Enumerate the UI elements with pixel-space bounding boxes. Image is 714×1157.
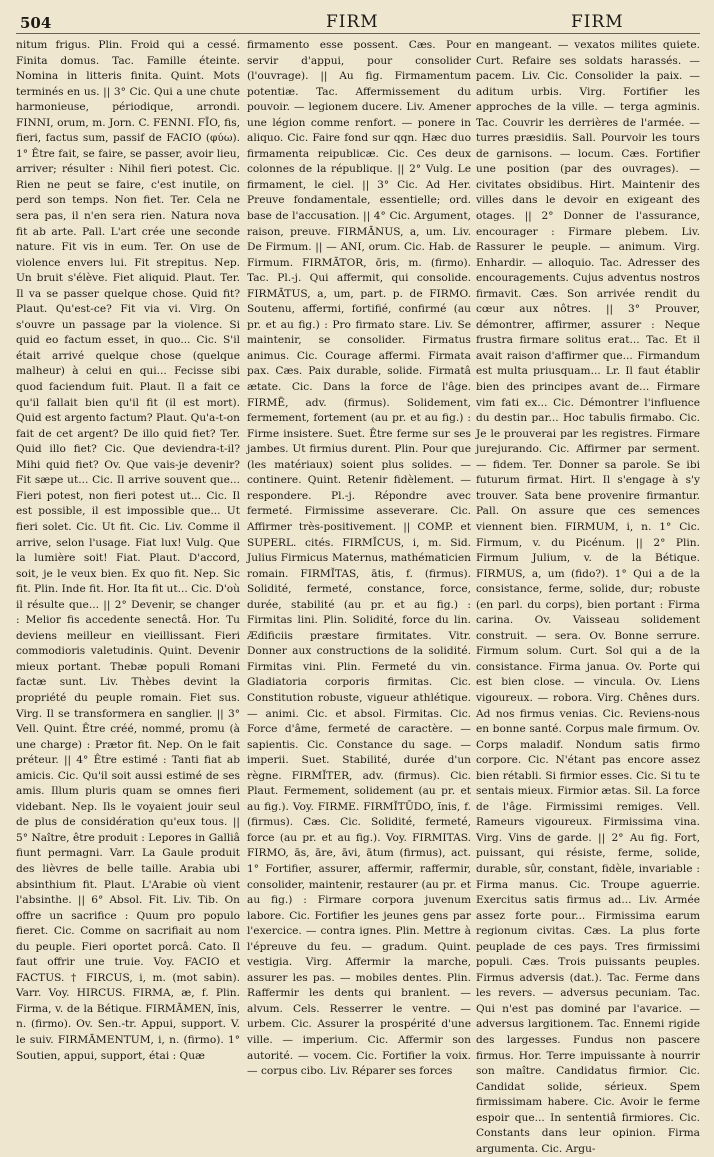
running-head-right: FIRM bbox=[571, 12, 624, 32]
column-right bbox=[476, 38, 700, 1155]
page-number: 504 bbox=[20, 14, 52, 32]
column-middle bbox=[247, 38, 471, 1080]
column-text: nitum frigus. Plin. Froid qui a cessé. Finita domus. Tac. Famille éteinte. Nomina in litteris finita. Quint. Mots terminés en us. || 3° Cic. Qui a une chute harmonieuse, périodique, arrondi. FINNI, orum, m. Jorn. C. FENNI. FĪO, fis, fieri, factus sum, passif de FACIO (φύω). 1° Être fait, se faire, se passer, avoir lieu, arriver; résulter : Nihil fieri potest. Cic. Rien ne peut se faire, c'est inutile, on perd son temps. Non fiet. Ter. Cela ne sera pas, il n'en sera rien. Natura nova fit ab arte. Pall. L'art crée une seconde nature. Fit vis in eum. Ter. On use de violence envers lui. Fit strepitus. Nep. Un bruit s'élève. Fiet aliquid. Plaut. Ter. Il va se passer quelque chose. Quid fit? Plaut. Qu'est-ce? Fit via vi. Virg. On s'ouvre un passage par la violence. Si quid eo factum esset, in quo... Cic. S'il était arrivé quelque chose (quelque malheur) à celui en qui... Fecisse sibi quod faciendum fuit. Plaut. Il a fait ce qu'il fallait bien qu'il fit (il est mort). Quid est argento factum? Plaut. Qu'a-t-on fait de cet argent? De illo quid fiet? Ter. Quid illo fiet? Cic. Que deviendra-t-il? Mihi quid fiet? Ov. Que vais-je devenir? Fit sæpe ut... Cic. Il arrive souvent que... Fieri potest, non fieri potest ut... Cic. Il est possible, il est impossible que... Ut fieri solet. Cic. Ut fit. Cic. Liv. Comme il arrive, selon l'usage. Fiat lux! Vulg. Que la lumière soit! Fiat. Plaut. D'accord, soit, je le veux bien. Ex quo fit. Nep. Sic fit. Plin. Inde fit. Hor. Ita fit ut... Cic. D'où il résulte que... || 2° Devenir, se changer : Melior fis accedente senectâ. Hor. Tu deviens meilleur en vieillissant. Fieri commodioris valetudinis. Quint. Devenir mieux portant. Thebæ populi Romani factæ sunt. Liv. Thèbes devint la propriété du peuple romain. Fiet sus. Virg. Il se transformera en sanglier. || 3° Vell. Quint. Être créé, nommé, promu (à une charge) : Prætor fit. Nep. On le fait préteur. || 4° Être estimé : Tanti fiat ab amicis. Cic. Qu'il soit aussi estimé de ses amis. Illum pluris quam se omnes fieri videbant. Nep. Ils le voyaient jouir seul de plus de considération qu'eux tous. || 5° Naître, être produit : Lepores in Galliâ fiunt permagni. Varr. La Gaule produit des lièvres de belle taille. Arabia ubi absinthium fit. Plaut. L'Arabie où vient l'absinthe. || 6° Absol. Fit. Liv. Tib. On offre un sacrifice : Quum pro populo fieret. Cic. Comme on sacrifiait au nom du peuple. Fieri oportet porcâ. Cato. Il faut offrir une truie. Voy. FACIO et FACTUS. † FIRCUS, i, m. (mot sabin). Varr. Voy. HIRCUS. FIRMA, æ, f. Plin. Firma, v. de la Bétique. FIRMĀMEN, ĭnis, n. (firmo). Ov. Sen.-tr. Appui, support. V. le suiv. FIRMĀMENTUM, i, n. (firmo). 1° Soutien, appui, support, étai : Quæ bbox=[16, 39, 240, 1062]
column-text: en mangeant. — vexatos milites quiete. Curt. Refaire ses soldats harassés. — pacem. Liv. Cic. Consolider la paix. — aditum urbis. Virg. Fortifier les approches de la ville. — terga agminis. Tac. Couvrir les derrières de l'armée. — turres præsidiis. Sall. Pourvoir les tours de garnisons. — locum. Cæs. Fortifier une position (par des ouvrages). — civitates obsidibus. Hirt. Maintenir des villes dans le devoir en exigeant des otages. || 2° Donner de l'assurance, encourager : Firmare plebem. Liv. Rassurer le peuple. — animum. Virg. Enhardir. — alloquio. Tac. Adresser des encouragements. Cujus adventus nostros firmavit. Cæs. Son arrivée rendit du cœur aux nôtres. || 3° Prouver, démontrer, affirmer, assurer : Neque frustra firmare solitus erat... Tac. Et il avait raison d'affirmer que... Firmandum est multa priusquam... Lr. Il faut établir bien des principes avant de... Firmare vim fati ex... Cic. Démontrer l'influence du destin par... Hoc tabulis firmabo. Cic. Je le prouverai par les registres. Firmare jurejurando. Cic. Affirmer par serment. — fidem. Ter. Donner sa parole. Se ibi futurum firmat. Hirt. Il s'engage à s'y trouver. Sata bene provenire firmantur. Pall. On assure que ces semences viennent bien. FIRMUM, i, n. 1° Cic. Firmum, v. du Picénum. || 2° Plin. Firmum Julium, v. de la Bétique. FIRMUS, a, um (fido?). 1° Qui a de la consistance, ferme, solide, dur; robuste (en parl. du corps), bien portant : Firma carina. Ov. Vaisseau solidement construit. — sera. Ov. Bonne serrure. Firmum solum. Curt. Sol qui a de la consistance. Firma janua. Ov. Porte qui est bien close. — vincula. Ov. Liens vigoureux. — robora. Virg. Chênes durs. Ad nos firmus venias. Cic. Reviens-nous en bonne santé. Corpus male firmum. Ov. Corps maladif. Nondum satis firmo corpore. Cic. N'étant pas encore assez bien rétabli. Si firmior esses. Cic. Si tu te sentais mieux. Firmior ætas. Sil. La force de l'âge. Firmissimi remiges. Vell. Rameurs vigoureux. Firmissima vina. Virg. Vins de garde. || 2° Au fig. Fort, puissant, qui résiste, ferme, solide, durable, sûr, constant, fidèle, invariable : Firma manus. Cic. Troupe aguerrie. Exercitus satis firmus ad... Liv. Armée assez forte pour... Firmissima earum regionum civitas. Cæs. La plus forte peuplade de ces pays. Tres firmissimi populi. Cæs. Trois puissants peuples. Firmus adversis (dat.). Tac. Ferme dans les revers. — adversus pecuniam. Tac. Qui n'est pas dominé par l'avarice. — adversus largitionem. Tac. Ennemi rigide des largesses. Fundus non pascere firmus. Hor. Terre impuissante à nourrir son maître. Candidatus firmior. Cic. Candidat solide, sérieux. Spem firmissimam habere. Cic. Avoir le ferme espoir que... In sententiâ firmiores. Cic. Constants dans leur opinion. Firma argumenta. Cic. Argu- bbox=[476, 39, 700, 1155]
column-text: firmamento esse possent. Cæs. Pour servir d'appui, pour consolider (l'ouvrage). || Au fig. Firmamentum potentiæ. Tac. Affermissement du pouvoir. — legionem ducere. Liv. Amener une légion comme renfort. — ponere in aliquo. Cic. Faire fond sur qqn. Hæc duo firmamenta reipublicæ. Cic. Ces deux colonnes de la république. || 2° Vulg. Le firmament, le ciel. || 3° Cic. Ad Her. Preuve fondamentale, essentielle; ord. base de l'accusation. || 4° Cic. Argument, raison, preuve. FIRMĀNUS, a, um. Liv. De Firmum. || — ANI, orum. Cic. Hab. de Firmum. FIRMĀTOR, ōris, m. (firmo). Tac. Pl.-j. Qui affermit, qui consolide. FIRMĀTUS, a, um, part. p. de FIRMO. Soutenu, affermi, fortifié, confirmé (au pr. et au fig.) : Pro firmato stare. Liv. Se maintenir, se consolider. Firmatus animus. Cic. Courage affermi. Firmata pax. Cæs. Paix durable, solide. Firmatâ ætate. Cic. Dans la force de l'âge. FIRMĒ, adv. (firmus). Solidement, fermement, fortement (au pr. et au fig.) : Firme insistere. Suet. Être ferme sur ses jambes. Ut firmius durent. Plin. Pour que (les matériaux) soient plus solides. — continere. Quint. Retenir fidèlement. — respondere. Pl.-j. Répondre avec fermeté. Firmissime asseverare. Cic. Affirmer très-positivement. || COMP. et SUPERL. cités. FIRMĬCUS, i, m. Sid. Julius Firmicus Maternus, mathématicien romain. FIRMĬTAS, ātis, f. (firmus). Solidité, fermeté, constance, force, durée, stabilité (au pr. et au fig.) : Firmitas lini. Plin. Solidité, force du lin. Ædificiis præstare firmitates. Vitr. Donner aux constructions de la solidité. Firmitas vini. Plin. Fermeté du vin. Gladiatoria corporis firmitas. Cic. Constitution robuste, vigueur athlétique. — animi. Cic. et absol. Firmitas. Cic. Force d'âme, fermeté de caractère. — sapientis. Cic. Constance du sage. — imperii. Suet. Stabilité, durée d'un règne. FIRMĬTER, adv. (firmus). Cic. Plaut. Fermement, solidement (au pr. et au fig.). Voy. FIRME. FIRMĬTŪDO, ĭnis, f. (firmus). Cæs. Cic. Solidité, fermeté, force (au pr. et au fig.). Voy. FIRMITAS. FIRMO, ās, āre, āvi, ātum (firmus), act. 1° Fortifier, assurer, affermir, raffermir, consolider, maintenir, restaurer (au pr. et au fig.) : Firmare corpora juvenum labore. Cic. Fortifier les jeunes gens par l'exercice. — contra ignes. Plin. Mettre à l'épreuve du feu. — gradum. Quint. vestigia. Virg. Affermir la marche, assurer les pas. — mobiles dentes. Plin. Raffermir les dents qui branlent. — alvum. Cels. Resserrer le ventre. — urbem. Cic. Assurer la prospérité d'une ville. — imperium. Cic. Affermir son autorité. — vocem. Cic. Fortifier la voix. — corpus cibo. Liv. Réparer ses forces bbox=[247, 39, 471, 1078]
running-head-center: FIRM bbox=[326, 12, 379, 32]
header-rule bbox=[16, 33, 700, 34]
column-left bbox=[16, 38, 240, 1080]
